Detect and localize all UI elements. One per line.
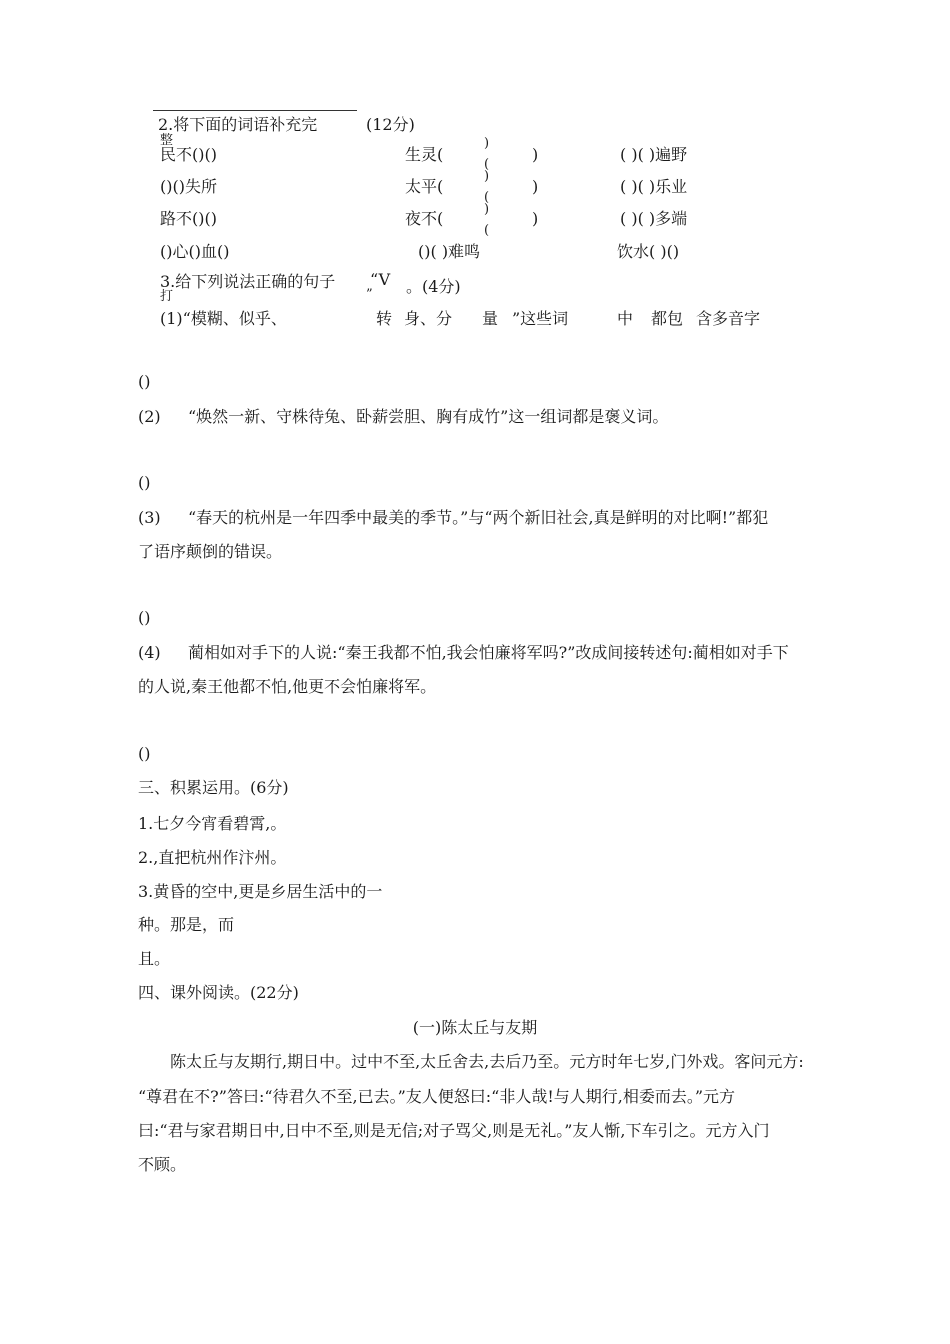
fill-row-1-col-3: ( )( )遍野	[620, 145, 688, 164]
q4-line-2: 的人说,秦王他都不怕,他更不会怕廉将军。	[138, 677, 437, 696]
q2-answer-paren[interactable]: ()	[138, 473, 151, 492]
accumulation-line-3: 3.黄昏的空中,更是乡居生活中的一	[138, 882, 383, 901]
correct-mark: “V	[370, 270, 391, 289]
fill-row-3-col-3: ( )( )多端	[620, 209, 688, 228]
section3-heading-sub: 打	[160, 289, 174, 304]
story-line-2: “尊君在不?”答曰:“待君久不至,已去。”友人便怒曰:“非人哉!与人期行,相委而去。”元方	[138, 1087, 736, 1106]
q3-answer-paren[interactable]: ()	[138, 608, 151, 627]
q1-part-b: 转	[376, 309, 393, 328]
section3-heading: 3.给下列说法正确的句子	[160, 272, 336, 291]
paren-open-mark: (	[484, 190, 490, 205]
q1-part-d: 量	[482, 309, 499, 328]
q2-text: “焕然一新、守株待兔、卧薪尝胆、胸有成竹”这一组词都是褒义词。	[188, 407, 669, 426]
q4-answer-paren[interactable]: ()	[138, 744, 151, 763]
fill-row-3-col-1: 路不()()	[160, 209, 217, 228]
accumulation-line-2: 2.,直把杭州作汴州。	[138, 848, 287, 867]
q1-part-e: ”这些词	[512, 309, 569, 328]
accumulation-line-5: 且。	[138, 949, 171, 968]
q1-part-h: 含多音字	[696, 309, 761, 328]
q3-number: (3)	[138, 508, 161, 527]
paren-close-mark: )	[484, 136, 490, 151]
story-line-1: 陈太丘与友期行,期日中。过中不至,太丘舍去,去后乃至。元方时年七岁,门外戏。客问元方:	[170, 1052, 804, 1071]
q1-answer-paren[interactable]: ()	[138, 372, 151, 391]
heading-underline	[153, 110, 357, 111]
fill-row-1-col-1: 民不()()	[160, 145, 217, 164]
fill-row-3-col-2-prefix: 夜不(	[405, 209, 444, 228]
fill-row-1-col-2-suffix: )	[532, 145, 539, 164]
fill-row-4-col-3: 饮水( )()	[617, 242, 680, 261]
section2-heading-overflow: 整	[160, 133, 174, 148]
section-four-heading: 四、课外阅读。(22分)	[138, 983, 299, 1002]
story-title: (一)陈太丘与友期	[412, 1018, 538, 1037]
q2-number: (2)	[138, 407, 161, 426]
fill-row-4-col-1: ()心()血()	[160, 242, 230, 261]
fill-row-3-col-2-suffix: )	[532, 209, 539, 228]
story-line-3: 曰:“君与家君期日中,日中不至,则是无信;对子骂父,则是无礼。”友人惭,下车引之。元方入门	[138, 1121, 770, 1140]
correct-mark-close: ”	[366, 287, 373, 302]
section2-heading: 2.将下面的词语补充完	[158, 115, 318, 134]
fill-row-2-col-2-prefix: 太平(	[405, 177, 444, 196]
q1-part-a: (1)“模糊、似乎、	[160, 309, 287, 328]
q3-line-1: “春天的杭州是一年四季中最美的季节。”与“两个新旧社会,真是鲜明的对比啊!”都犯	[188, 508, 769, 527]
q4-line-1: 蔺相如对手下的人说:“秦王我都不怕,我会怕廉将军吗?”改成间接转述句:蔺相如对手下	[188, 643, 789, 662]
fill-row-2-col-1: ()()失所	[160, 177, 217, 196]
fill-row-4-col-2: ()( )难鸣	[418, 242, 481, 261]
section3-score: 。(4分)	[406, 277, 461, 296]
fill-row-2-col-2-suffix: )	[532, 177, 539, 196]
q1-part-g: 都包	[651, 309, 684, 328]
q1-part-c: 身、分	[404, 309, 453, 328]
fill-row-1-col-2-prefix: 生灵(	[405, 145, 444, 164]
q1-part-f: 中	[617, 309, 634, 328]
paren-open-mark: (	[484, 157, 490, 172]
q3-line-2: 了语序颠倒的错误。	[138, 542, 283, 561]
story-line-4: 不顾。	[138, 1155, 187, 1174]
section2-score: (12分)	[366, 115, 415, 134]
fill-row-2-col-3: ( )( )乐业	[620, 177, 688, 196]
section-three-heading: 三、积累运用。(6分)	[138, 778, 289, 797]
q4-number: (4)	[138, 643, 161, 662]
accumulation-line-4: 种。那是，而	[138, 915, 235, 934]
paren-close-mark: )	[484, 169, 490, 184]
paren-close-mark: )	[484, 202, 490, 217]
paren-open-mark: (	[484, 223, 490, 238]
accumulation-line-1: 1.七夕今宵看碧霄,。	[138, 814, 287, 833]
